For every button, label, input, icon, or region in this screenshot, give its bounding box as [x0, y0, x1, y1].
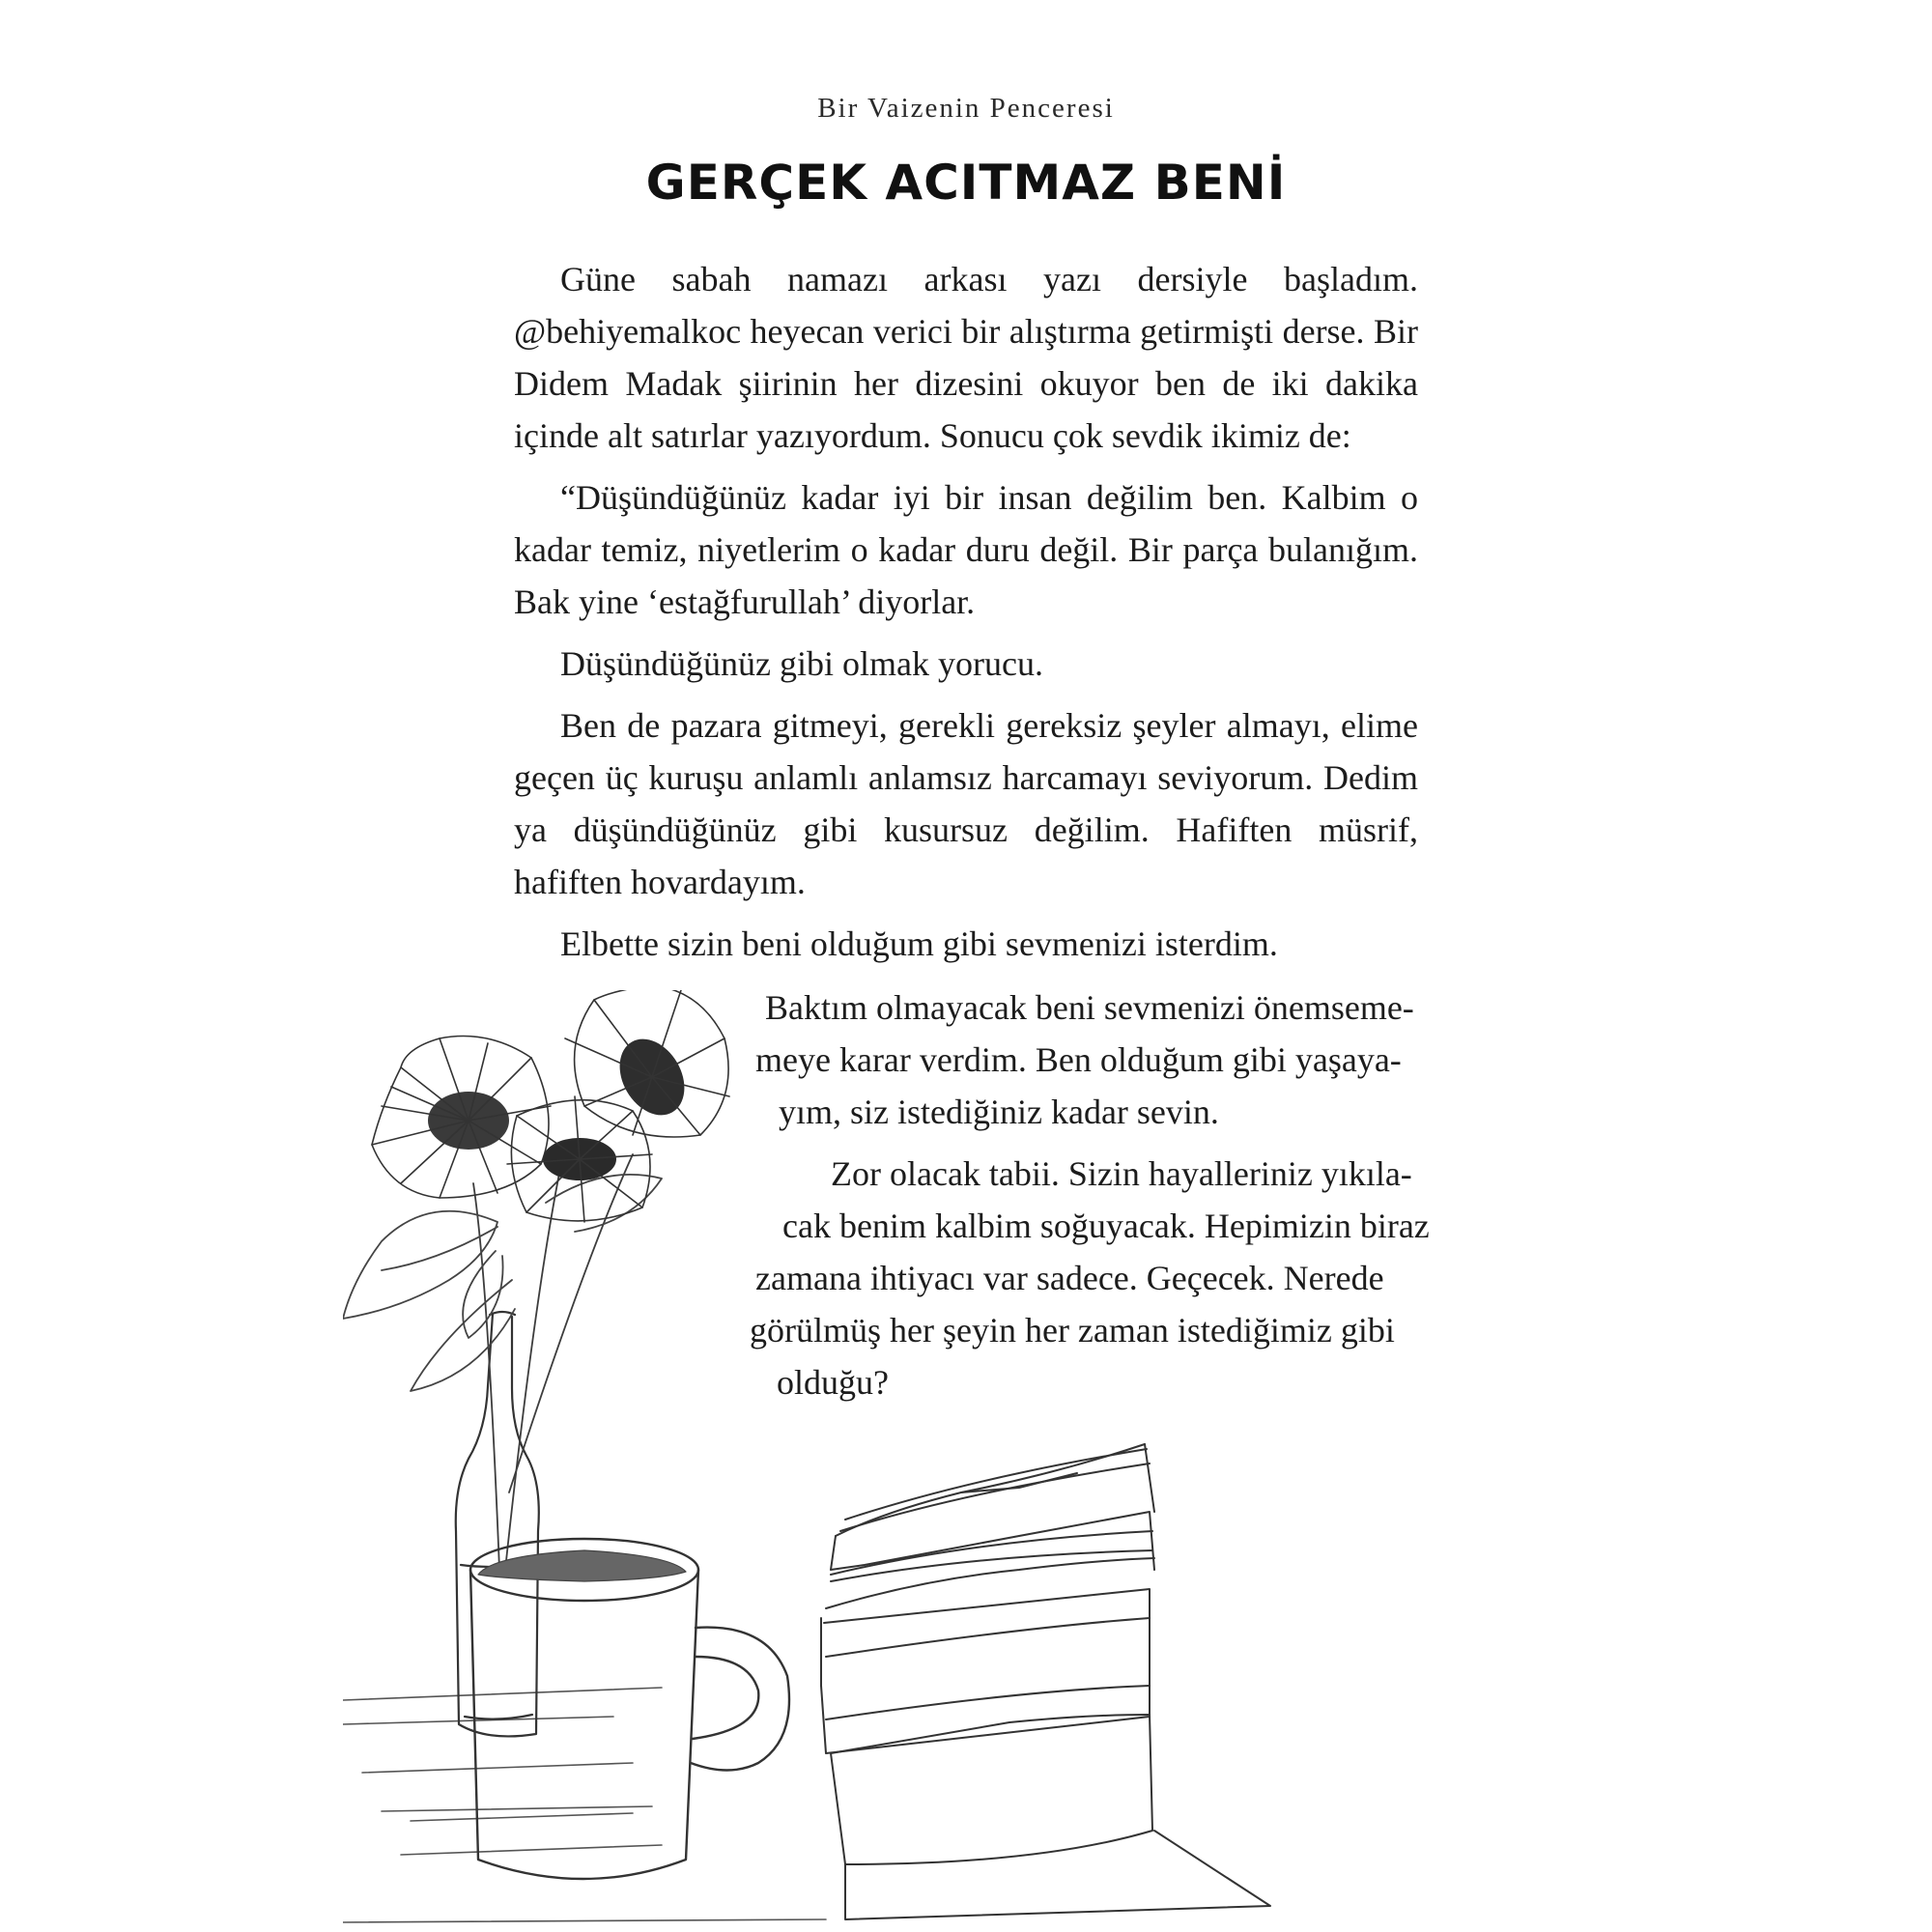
flower-stems [473, 1145, 633, 1570]
flower-head [565, 990, 729, 1137]
text-line: zamana ihtiyacı var sadece. Geçecek. Nerede [755, 1259, 1384, 1297]
chapter-title: GERÇEK ACITMAZ BENİ [645, 155, 1287, 211]
text-line: yım, siz istediğiniz kadar sevin. [779, 1093, 1219, 1131]
text-line: cak benim kalbim soğuyacak. Hepimizin biraz [782, 1207, 1430, 1245]
text-line: görülmüş her şeyin her zaman istediğimiz gibi [750, 1311, 1395, 1350]
text-line: olduğu? [777, 1363, 889, 1402]
book-stack [821, 1444, 1270, 1919]
paragraph: Düşündüğünüz gibi olmak yorucu. [560, 644, 1043, 683]
paragraph: Güne sabah namazı arkası yazı dersiyle başladım. @behiyemalkoc heyecan verici bir alıştırma getirmişti derse. Bir Didem Madak şiirinin her dizesini okuyor ben de iki dakika içinde alt satırlar yazıyordum. Sonucu çok sevdik ikimiz de: [514, 260, 1418, 455]
flower-leaves [343, 1175, 662, 1391]
paragraph: Ben de pazara gitmeyi, gerekli gereksiz şeyler almayı, elime geçen üç kuruşu anlamlı anlamsız harcamayı seviyorum. Dedim ya düşündüğünüz gibi kusursuz değilim. Hafiften müsrif, hafiften hovardayım. [514, 706, 1418, 901]
text-line: Baktım olmayacak beni sevmenizi önemseme- [765, 988, 1414, 1027]
pencil-sketch-illustration [343, 990, 1299, 1932]
table-surface [343, 1688, 826, 1922]
paragraph: “Düşündüğünüz kadar iyi bir insan değilim ben. Kalbim o kadar temiz, niyetlerim o kadar duru değil. Bir parça bulanığım. Bak yine ‘estağfurullah’ diyorlar. [514, 478, 1418, 621]
text-line: Zor olacak tabii. Sizin hayalleriniz yıkıla- [831, 1154, 1412, 1193]
coffee-mug [470, 1539, 789, 1879]
body-text [514, 253, 1418, 980]
running-head: Bir Vaizenin Penceresi [817, 93, 1115, 124]
paragraph: Elbette sizin beni olduğum gibi sevmenizi isterdim. [560, 924, 1278, 963]
text-line: meye karar verdim. Ben olduğum gibi yaşaya- [755, 1040, 1402, 1079]
flower-head [372, 1037, 551, 1199]
